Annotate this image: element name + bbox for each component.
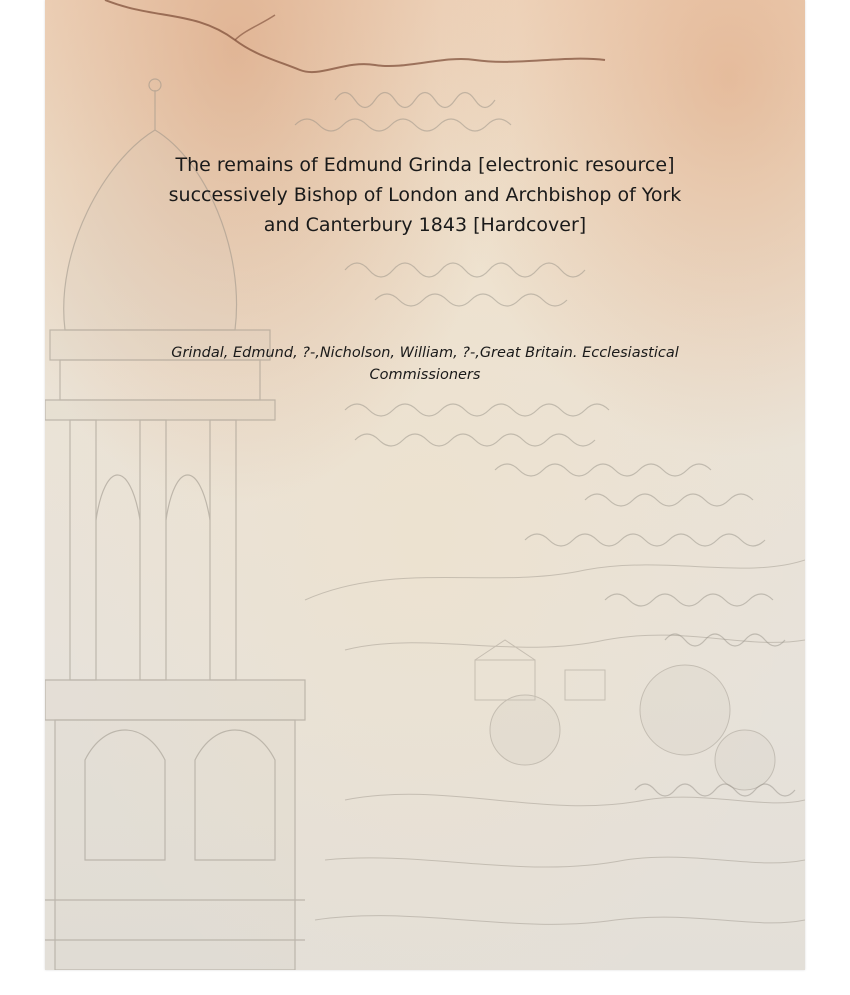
- book-title: [45, 150, 805, 240]
- book-authors: [45, 342, 805, 386]
- author-line-1: Grindal, Edmund, ?-,Nicholson, William, ?-,Great Britain. Ecclesiastical: [171, 345, 679, 361]
- book-cover: [45, 0, 805, 970]
- title-line-3: and Canterbury 1843 [Hardcover]: [263, 214, 587, 236]
- antique-engraving-background: [45, 0, 805, 970]
- title-line-2: successively Bishop of London and Archbishop of York: [168, 184, 682, 206]
- author-line-2: Commissioners: [369, 367, 481, 383]
- title-line-1: The remains of Edmund Grinda [electronic resource]: [175, 154, 675, 176]
